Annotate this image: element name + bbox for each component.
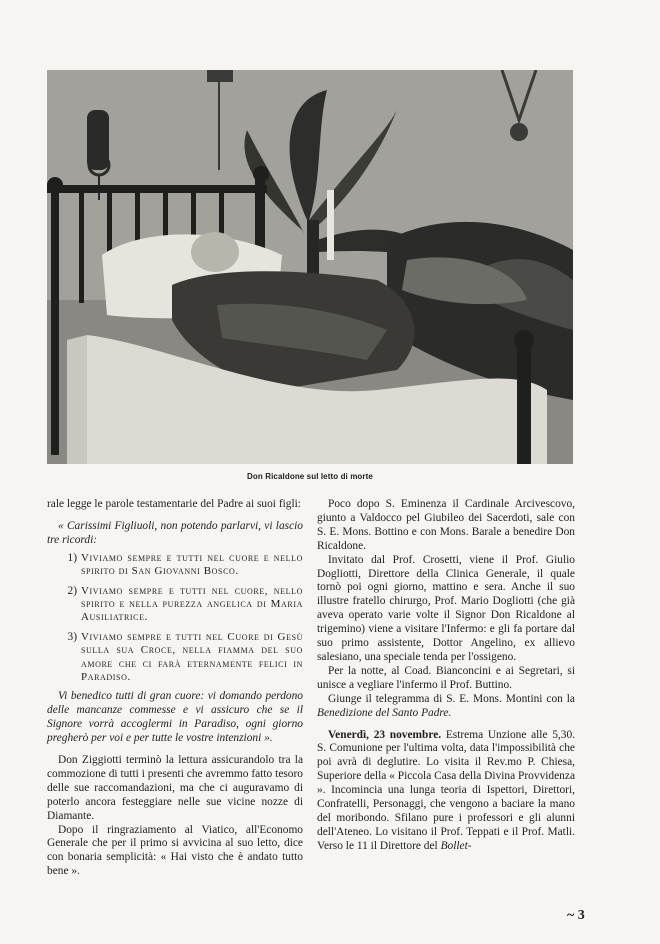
left-column [47, 498, 303, 879]
date-label: Venerdì, 23 novembre. [328, 728, 442, 741]
benedizione-text: Benedizione del Santo Padre. [317, 706, 452, 719]
eminenza-paragraph: Poco dopo S. Eminenza il Cardinale Arcivescovo, giunto a Valdocco pel Giubileo dei Sacerdoti, sale con S. E. Mons. Bottino e con Mons. Barale a benedire Don Ricaldone. [317, 498, 575, 552]
notte-paragraph: Per la notte, al Coad. Bianconcini e ai Segretari, si unisce a vegliare l'infermo il Prof. Buttino. [317, 664, 575, 691]
right-column [317, 498, 575, 854]
blessing-paragraph: Vi benedico tutti di gran cuore: vi domando perdono delle mancanze commesse e vi assicuro che se il Signore vorrà accoglermi in Paradiso, ogni giorno pregherò per voi e per tutte le vostre intenzioni ». [47, 690, 303, 745]
venerdi-text: Estrema Unzione alle 5,30. S. Comunione per l'ultima volta, data l'impossibilità che poi avrà di deglutire. Lo visita il Rev.mo P. Chiesa, Superiore della « Piccola Casa della Divina Provvidenza ». Incomincia una lunga teoria di Ispettori, Direttori, Confratelli, Personaggi, che vengono a baciare la mano del moribondo. Sfilano pure i professori e gli alunni dell'Ateneo. Lo visitano il Prof. Teppati e il Prof. Matli. Verso le 11 il Direttore del [317, 728, 575, 852]
venerdi-paragraph [317, 729, 575, 854]
vow-item [47, 631, 303, 685]
page-number: ~ 3 [567, 908, 585, 923]
crosetti-paragraph: Invitato dal Prof. Crosetti, viene il Prof. Giulio Dogliotti, Direttore della Clinica Generale, il quale tornò poi ogni giorno, mattino e sera. Anche il suo illustre fratello chirurgo, Prof. Mario Dogliotti (che già aveva operato varie volte il Signor Don Ricaldone al trigemino) viene a visitare l'Infermo: e gli fa portare dal suo primo assistente, Dottor Angelino, ex allievo salesiano, una speciale tenda per l'ossigeno. [317, 553, 575, 663]
deathbed-photograph [47, 70, 573, 464]
telegramma-paragraph [317, 693, 575, 721]
vow-item [47, 585, 303, 625]
quote-opening: « Carissimi Figliuoli, non potendo parlarvi, vi lascio tre ricordi: [47, 519, 303, 546]
ziggiotti-paragraph: Don Ziggiotti terminò la lettura assicurandolo tra la commozione di tutti i presenti che avremmo fatto tesoro delle sue raccomandazioni, ma che ci auguravamo di poterlo ancora festeggiare nelle sue vicine nozze di Diamante. [47, 754, 303, 822]
viatico-paragraph: Dopo il ringraziamento al Viatico, all'Economo Generale che per il primo si avvicina al suo letto, dice con bonaria semplicità: « Hai visto che è andato tutto bene ». [47, 823, 303, 878]
vow-number: 3) [67, 630, 77, 643]
vow-number: 1) [67, 551, 77, 564]
vow-item [47, 552, 303, 579]
deathbed-photo-illustration [47, 70, 573, 464]
photo-caption: Don Ricaldone sul letto di morte [247, 472, 373, 481]
intro-paragraph: rale legge le parole testamentarie del Padre ai suoi figli: [47, 498, 301, 510]
three-vows-list [47, 552, 303, 685]
vow-text: Viviamo sempre e tutti nel Cuore di Gesù sulla sua Croce, nella fiamma del suo amore che ci farà eternamente felici in Paradiso. [81, 630, 303, 683]
vow-text: Viviamo sempre e tutti nel cuore e nello spirito di San Giovanni Bosco. [81, 551, 303, 578]
vow-text: Viviamo sempre e tutti nel cuore, nello spirito e nella purezza angelica di Maria Ausiliatrice. [81, 584, 303, 624]
vow-number: 2) [67, 584, 77, 597]
telegramma-text: Giunge il telegramma di S. E. Mons. Montini con la [328, 692, 575, 705]
bollettino-text: Bollet- [440, 839, 472, 852]
